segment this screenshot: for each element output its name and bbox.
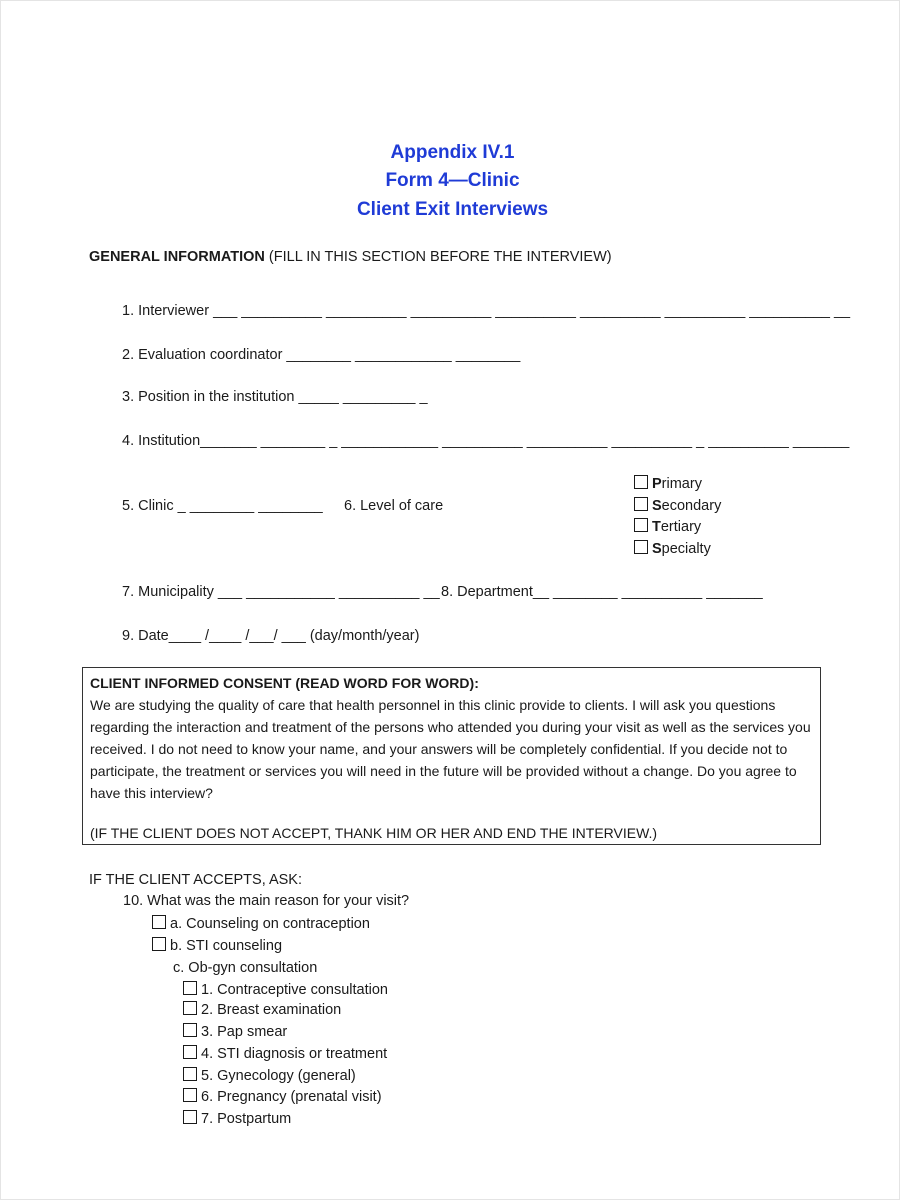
option-rest: ertiary [660, 519, 702, 535]
field-interviewer[interactable]: 1. Interviewer ___ __________ __________ __________ __________ __________ __________ __________ __ [122, 303, 851, 319]
general-information-heading [89, 248, 612, 266]
suboption-label: 1. Contraceptive consultation [201, 982, 388, 998]
option-c-label: c. Ob-gyn consultation [173, 960, 318, 976]
consent-line-2: regarding the interaction and treatment of the persons who attended you during your visit as well as the services you [90, 719, 811, 735]
consent-box [82, 667, 821, 845]
checkbox[interactable] [634, 540, 648, 554]
suboption-label: 4. STI diagnosis or treatment [201, 1046, 388, 1062]
option-b-label: b. STI counseling [170, 938, 283, 954]
suboption-label: 7. Postpartum [201, 1111, 292, 1127]
general-heading-note: (FILL IN THIS SECTION BEFORE THE INTERVIEW) [264, 249, 612, 265]
field-level-of-care-label: 6. Level of care [344, 498, 444, 514]
consent-line-3: received. I do not need to know your name, and your answers will be completely confidential. If you decide not to [90, 741, 788, 757]
level-primary-option[interactable] [634, 475, 702, 493]
option-rest: econdary [661, 498, 722, 514]
checkbox[interactable] [183, 1067, 197, 1081]
option-rest: rimary [661, 476, 702, 492]
checkbox[interactable] [634, 497, 648, 511]
level-secondary-option[interactable] [634, 497, 721, 515]
consent-spacer [90, 804, 813, 822]
option-initial: T [652, 519, 661, 535]
option-initial: P [652, 476, 662, 492]
suboption-contraceptive-consultation[interactable] [183, 981, 388, 999]
appendix-title: Appendix IV.1 [390, 142, 515, 163]
consent-heading: CLIENT INFORMED CONSENT (READ WORD FOR WORD): [90, 675, 479, 691]
suboption-sti-diagnosis[interactable] [183, 1045, 387, 1063]
suboption-postpartum[interactable] [183, 1110, 291, 1128]
field-evaluation-coordinator[interactable]: 2. Evaluation coordinator ________ ____________ ________ [122, 347, 521, 363]
field-department[interactable]: 8. Department__ ________ __________ _______ [441, 584, 763, 600]
checkbox[interactable] [152, 915, 166, 929]
option-a[interactable] [152, 915, 370, 933]
option-initial: S [652, 541, 662, 557]
consent-line-1: We are studying the quality of care that health personnel in this clinic provide to clients. I will ask you questions [90, 697, 776, 713]
suboption-pap-smear[interactable] [183, 1023, 287, 1041]
level-specialty-option[interactable] [634, 540, 711, 558]
suboption-label: 6. Pregnancy (prenatal visit) [201, 1089, 382, 1105]
consent-line-4: participate, the treatment or services you will need in the future will be provided without a change. Do you agree to [90, 763, 797, 779]
option-rest: pecialty [661, 541, 711, 557]
suboption-label: 5. Gynecology (general) [201, 1068, 356, 1084]
consent-line-5: have this interview? [90, 785, 213, 801]
checkbox[interactable] [183, 1023, 197, 1037]
suboption-gynecology[interactable] [183, 1067, 356, 1085]
field-municipality[interactable]: 7. Municipality ___ ___________ __________ __ [122, 584, 440, 600]
suboption-label: 3. Pap smear [201, 1024, 288, 1040]
general-heading-label: GENERAL INFORMATION [89, 249, 265, 265]
accepts-heading: IF THE CLIENT ACCEPTS, ASK: [89, 872, 302, 888]
field-date[interactable]: 9. Date____ /____ /___/ ___ (day/month/year) [122, 628, 420, 644]
suboption-breast-examination[interactable] [183, 1001, 341, 1019]
checkbox[interactable] [183, 1088, 197, 1102]
suboption-label: 2. Breast examination [201, 1002, 342, 1018]
consent-decline-note: (IF THE CLIENT DOES NOT ACCEPT, THANK HIM OR HER AND END THE INTERVIEW.) [90, 825, 658, 841]
option-a-label: a. Counseling on contraception [170, 916, 370, 932]
option-initial: S [652, 498, 662, 514]
checkbox[interactable] [183, 1110, 197, 1124]
checkbox[interactable] [183, 1001, 197, 1015]
form-subtitle: Client Exit Interviews [356, 199, 549, 220]
checkbox[interactable] [183, 981, 197, 995]
field-institution[interactable]: 4. Institution_______ ________ _ ____________ __________ __________ __________ _ __________ _______ [122, 433, 850, 449]
suboption-pregnancy[interactable] [183, 1088, 382, 1106]
checkbox[interactable] [634, 518, 648, 532]
field-position[interactable]: 3. Position in the institution _____ _________ _ [122, 389, 428, 405]
checkbox[interactable] [634, 475, 648, 489]
question-10: 10. What was the main reason for your visit? [123, 893, 410, 909]
checkbox[interactable] [183, 1045, 197, 1059]
field-clinic[interactable]: 5. Clinic _ ________ ________ [122, 498, 323, 514]
level-tertiary-option[interactable] [634, 518, 701, 536]
option-b[interactable] [152, 937, 282, 955]
form-title: Form 4—Clinic [385, 170, 520, 191]
checkbox[interactable] [152, 937, 166, 951]
